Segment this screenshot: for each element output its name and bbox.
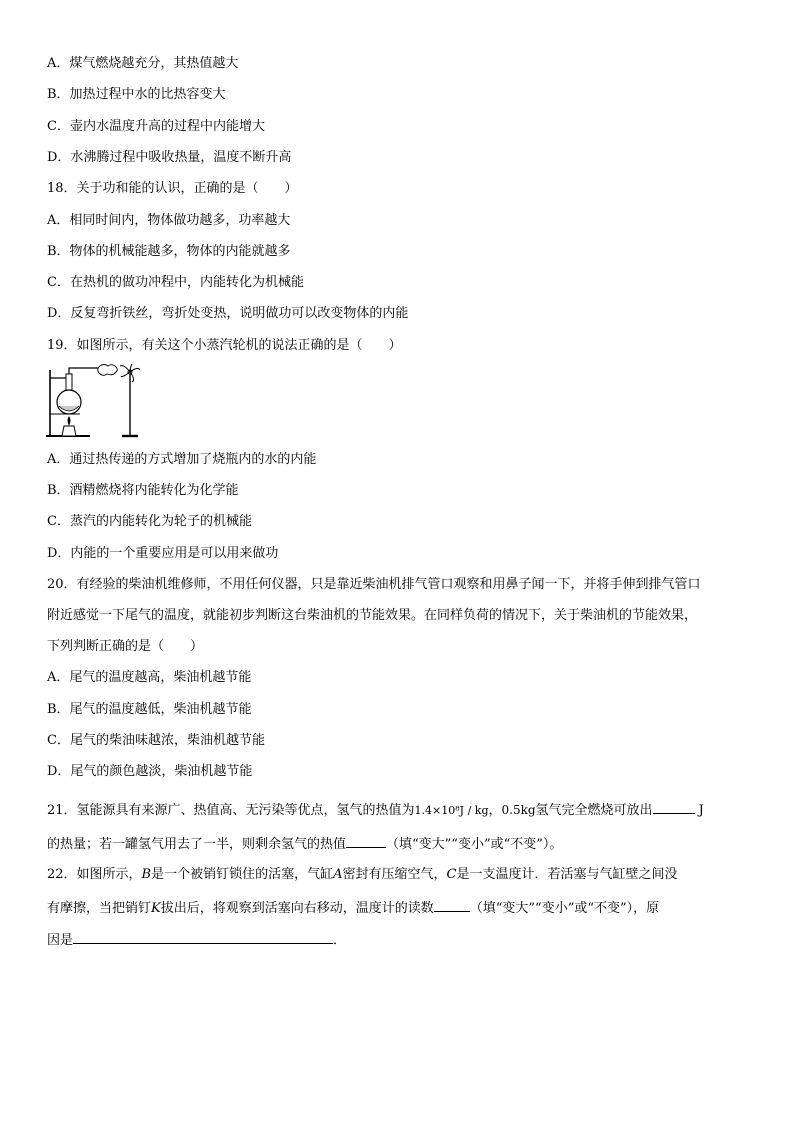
q22-label-c: C: [446, 867, 457, 882]
q22-line-1: [47, 866, 678, 884]
q21-text-1: 21．氢能源具有来源广、热值高、无污染等优点，氢气的热值为: [47, 803, 415, 818]
q22-label-k: K: [151, 901, 161, 916]
q18-option-a: A．相同时间内，物体做功越多，功率越大: [47, 213, 291, 228]
q18-option-b: B．物体的机械能越多，物体的内能就越多: [47, 244, 291, 259]
q21-line-2: [47, 833, 562, 854]
q22-text-6: 拔出后，将观察到活塞向右移动，温度计的读数: [160, 901, 434, 916]
q18-option-d: D．反复弯折铁丝，弯折处变热，说明做功可以改变物体的内能: [47, 306, 409, 321]
q17-option-c: C．壶内水温度升高的过程中内能增大: [47, 119, 265, 134]
q20-option-b: B．尾气的温度越低，柴油机越节能: [47, 702, 252, 717]
q17-option-b: B．加热过程中水的比热容变大: [47, 87, 226, 102]
q21-blank-2[interactable]: [346, 833, 386, 848]
q22-text-9: ．: [333, 933, 347, 948]
q22-line-3: [47, 929, 346, 950]
q20-option-d: D．尾气的颜色越淡，柴油机越节能: [47, 764, 253, 779]
q22-text-4: 是一支温度计．若活塞与气缸壁之间没: [456, 867, 678, 882]
q21-text-2: 氢气完全燃烧可放出: [535, 803, 653, 818]
q19-option-a: A．通过热传递的方式增加了烧瓶内的水的内能: [47, 452, 317, 467]
q22-text-3: 密封有压缩空气，: [342, 867, 447, 882]
q19-option-b: B．酒精燃烧将内能转化为化学能: [47, 483, 239, 498]
q20-stem-line-1: 20．有经验的柴油机维修师，不用任何仪器，只是靠近柴油机排气管口观察和用鼻子闻一下，并将手伸到排气管口: [47, 577, 701, 592]
q19-option-d: D．内能的一个重要应用是可以用来做功: [47, 546, 279, 561]
q17-option-d: D．水沸腾过程中吸收热量，温度不断升高: [47, 150, 292, 165]
steam-turbine-icon: [42, 364, 152, 442]
q20-option-a: A．尾气的温度越高，柴油机越节能: [47, 670, 252, 685]
q20-stem-line-2: 附近感觉一下尾气的温度，就能初步判断这台柴油机的节能效果。在同样负荷的情况下，关于柴油机的节能效果，: [47, 608, 698, 623]
q21-unit: J: [698, 803, 704, 818]
q22-label-b: B: [141, 867, 152, 882]
q17-option-a: A．煤气燃烧越充分，其热值越大: [47, 56, 239, 71]
q22-blank-2[interactable]: [73, 929, 333, 944]
q21-heat-value: 1.4×10⁸J / kg: [414, 804, 489, 817]
q20-stem-line-3: 下列判断正确的是（ ）: [47, 639, 204, 654]
q19-option-c: C．蒸汽的内能转化为轮子的机械能: [47, 514, 252, 529]
q21-text-3: 的热量；若一罐氢气用去了一半，则剩余氢气的热值: [47, 837, 347, 852]
q22-text-1: 22．如图所示，: [47, 867, 142, 882]
q21-comma: ，: [488, 803, 502, 818]
q22-blank-1[interactable]: [434, 897, 470, 912]
q21-blank-1[interactable]: [653, 799, 695, 814]
q19-stem: 19．如图所示，有关这个小蒸汽轮机的说法正确的是（ ）: [47, 338, 402, 353]
q21-mass: 0.5kg: [501, 803, 536, 817]
q22-line-2: [47, 897, 659, 918]
q22-label-a: A: [333, 867, 343, 882]
q18-option-c: C．在热机的做功冲程中，内能转化为机械能: [47, 275, 304, 290]
q22-text-7: （填“变大”“变小”或“不变”），原: [469, 901, 660, 916]
q22-text-2: 是一个被销钉锁住的活塞，气缸: [151, 867, 334, 882]
q18-stem: 18．关于功和能的认识，正确的是（ ）: [47, 181, 298, 196]
q20-option-c: C．尾气的柴油味越浓，柴油机越节能: [47, 733, 265, 748]
q21-text-4: （填“变大”“变小”或“不变”）。: [386, 837, 563, 852]
q21-line-1: [47, 799, 704, 820]
q22-text-8: 因是: [47, 933, 74, 948]
q22-text-5: 有摩擦，当把销钉: [47, 901, 152, 916]
